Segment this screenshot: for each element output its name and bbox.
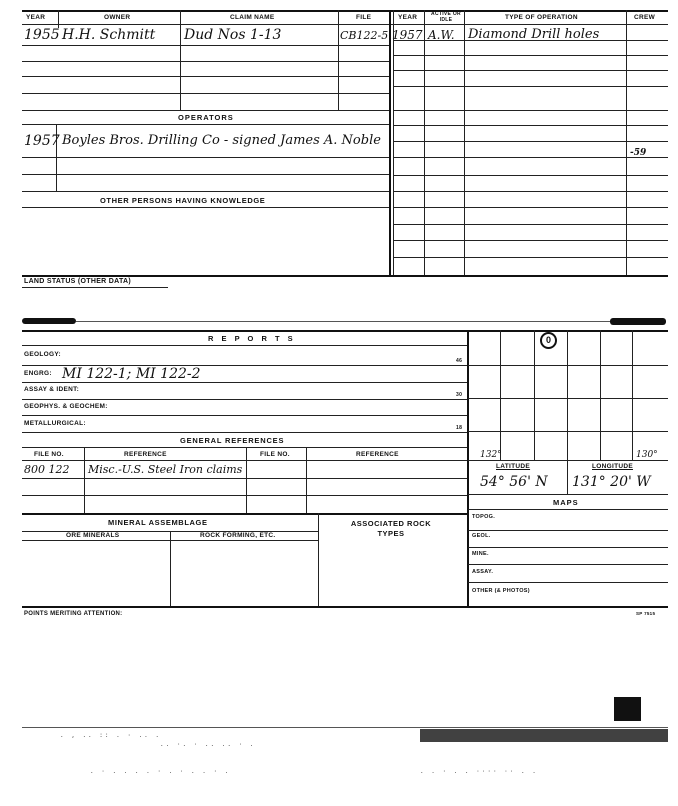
ref-entry: Misc.-U.S. Steel Iron claims xyxy=(88,463,243,476)
reports-top-border xyxy=(22,330,668,332)
operation-status: A.W. xyxy=(428,28,455,42)
top-border xyxy=(22,10,668,12)
grid-line xyxy=(468,547,668,548)
header-active-or-idle: ACTIVE OR IDLE xyxy=(431,11,461,23)
row-line xyxy=(393,70,668,71)
header-bottom-line xyxy=(22,24,668,25)
row-line xyxy=(393,55,668,56)
header-claim-name: CLAIM NAME xyxy=(230,14,275,21)
top-section-bottom-line xyxy=(22,275,668,277)
col-reference: REFERENCE xyxy=(124,451,167,458)
row-line xyxy=(393,257,668,258)
row-line xyxy=(22,513,468,515)
row-line xyxy=(22,157,389,158)
latitude-label: LATITUDE xyxy=(496,463,531,470)
grid-line xyxy=(468,509,668,510)
maps-mine: MINE. xyxy=(472,551,489,557)
scan-noise: . , .. :: . · .. . xyxy=(60,732,162,739)
land-status-underline xyxy=(22,287,168,288)
divider xyxy=(246,447,247,513)
mineral-assemblage-title: MINERAL ASSEMBLAGE xyxy=(108,518,208,527)
divider xyxy=(464,10,465,276)
divider xyxy=(424,10,425,276)
header-year-2: YEAR xyxy=(398,14,418,21)
row-line xyxy=(22,447,468,448)
col-reference-2: REFERENCE xyxy=(356,451,399,458)
row-line xyxy=(393,141,668,142)
reports-title: R E P O R T S xyxy=(208,334,296,343)
geophys-label: GEOPHYS. & GEOCHEM: xyxy=(24,403,108,410)
maps-title: MAPS xyxy=(553,498,579,507)
grid-line xyxy=(468,494,668,495)
row-line xyxy=(22,207,389,208)
row-line xyxy=(393,125,668,126)
grid-line xyxy=(534,330,535,460)
header-crew: CREW xyxy=(634,14,656,21)
row-line xyxy=(393,110,668,111)
scan-noise: . · . . . . · . · . . · . xyxy=(90,768,231,775)
scan-smudge xyxy=(22,318,76,324)
header-type-of-operation: TYPE OF OPERATION xyxy=(505,14,578,21)
divider xyxy=(567,460,568,494)
row-line xyxy=(393,207,668,208)
maps-other: OTHER (& PHOTOS) xyxy=(472,588,530,594)
row-line xyxy=(22,460,468,461)
metallurgical-num: 18 xyxy=(456,425,463,431)
other-persons-title: OTHER PERSONS HAVING KNOWLEDGE xyxy=(100,196,266,205)
ore-minerals-label: ORE MINERALS xyxy=(66,532,120,539)
operation-type: Diamond Drill holes xyxy=(468,27,600,42)
divider xyxy=(84,447,85,513)
grid-line xyxy=(567,330,568,460)
divider xyxy=(306,447,307,513)
maps-geol: GEOL. xyxy=(472,533,491,539)
scan-line xyxy=(76,321,610,322)
latitude-value: 54° 56' N xyxy=(480,474,548,490)
grid-line xyxy=(468,582,668,583)
grid-line xyxy=(468,564,668,565)
operators-title: OPERATORS xyxy=(178,113,234,122)
assay-label: ASSAY & IDENT: xyxy=(24,386,80,393)
row-line xyxy=(22,93,389,94)
scan-smudge xyxy=(614,697,641,721)
row-line xyxy=(22,382,468,383)
row-line xyxy=(393,157,668,158)
grid-line xyxy=(468,431,668,432)
grid-line xyxy=(468,365,668,366)
operators-top-line xyxy=(22,110,389,111)
grid-line xyxy=(600,330,601,460)
longitude-value: 131° 20' W xyxy=(572,474,651,490)
grid-line xyxy=(500,330,501,460)
form-number: SP 7515 xyxy=(636,611,656,616)
operator-year: 1957 xyxy=(24,133,60,149)
row-line xyxy=(22,415,468,416)
row-line xyxy=(393,224,668,225)
scan-noise: .. ·. · .. .. · . xyxy=(160,741,256,748)
header-year: YEAR xyxy=(26,14,46,21)
file-value: CB122-5 xyxy=(340,29,389,42)
divider xyxy=(58,10,59,28)
operator-text: Boyles Bros. Drilling Co - signed James A. Noble xyxy=(62,133,381,148)
divider xyxy=(180,10,181,110)
reports-bottom-border xyxy=(22,606,668,608)
row-line xyxy=(22,174,389,175)
row-line xyxy=(393,86,668,87)
row-line xyxy=(22,399,468,400)
crew-mark: -59 xyxy=(630,148,647,158)
metallurgical-label: METALLURGICAL: xyxy=(24,420,86,427)
divider xyxy=(389,10,391,276)
geology-num: 46 xyxy=(456,358,463,364)
divider xyxy=(338,10,339,110)
land-status-label: LAND STATUS (OTHER DATA) xyxy=(24,278,132,285)
points-meriting-attention: POINTS MERITING ATTENTION: xyxy=(24,611,123,617)
geology-label: GEOLOGY: xyxy=(24,351,61,358)
operation-year: 1957 xyxy=(392,28,423,42)
grid-line xyxy=(468,460,668,461)
row-line xyxy=(393,240,668,241)
row-line xyxy=(22,76,389,77)
scan-smudge xyxy=(420,729,668,742)
row-line xyxy=(22,45,389,46)
divider xyxy=(393,10,394,276)
rock-forming-label: ROCK FORMING, ETC. xyxy=(200,532,276,539)
owner-year: 1955 xyxy=(24,27,60,43)
scan-noise: . . · . . ···· ·· . . xyxy=(420,768,538,775)
associated-rock-types: ASSOCIATED ROCK TYPES xyxy=(350,519,432,538)
grid-left-border xyxy=(467,330,469,607)
assay-num: 30 xyxy=(456,392,463,398)
header-file: FILE xyxy=(356,14,372,21)
left-longitude: 132° xyxy=(480,450,502,460)
maps-assay: ASSAY. xyxy=(472,569,494,575)
maps-topog: TOPOG. xyxy=(472,514,496,520)
col-file-no-2: FILE NO. xyxy=(260,451,290,458)
grid-line xyxy=(468,398,668,399)
grid-circle-mark: 0 xyxy=(540,332,557,349)
operators-header-line xyxy=(22,124,389,125)
row-line xyxy=(22,478,468,479)
claim-name-value: Dud Nos 1-13 xyxy=(184,27,282,43)
row-line xyxy=(22,345,468,346)
ref-file-entry: 800 122 xyxy=(24,463,70,476)
longitude-label: LONGITUDE xyxy=(592,463,633,470)
scan-line xyxy=(22,727,668,728)
owner-name: H.H. Schmitt xyxy=(62,27,156,43)
divider xyxy=(318,513,319,607)
divider xyxy=(626,10,627,276)
row-line xyxy=(393,175,668,176)
row-line xyxy=(22,495,468,496)
row-line xyxy=(22,432,468,433)
engrg-value: MI 122-1; MI 122-2 xyxy=(62,366,201,382)
row-line xyxy=(22,61,389,62)
engrg-label: ENGRG: xyxy=(24,370,52,377)
scan-smudge xyxy=(610,318,666,325)
grid-line xyxy=(632,330,633,460)
divider xyxy=(170,531,171,607)
header-owner: OWNER xyxy=(104,14,131,21)
col-file-no: FILE NO. xyxy=(34,451,64,458)
right-longitude: 130° xyxy=(636,450,658,460)
general-references-title: GENERAL REFERENCES xyxy=(180,436,285,445)
row-line xyxy=(393,191,668,192)
grid-line xyxy=(468,530,668,531)
row-line xyxy=(22,191,389,192)
